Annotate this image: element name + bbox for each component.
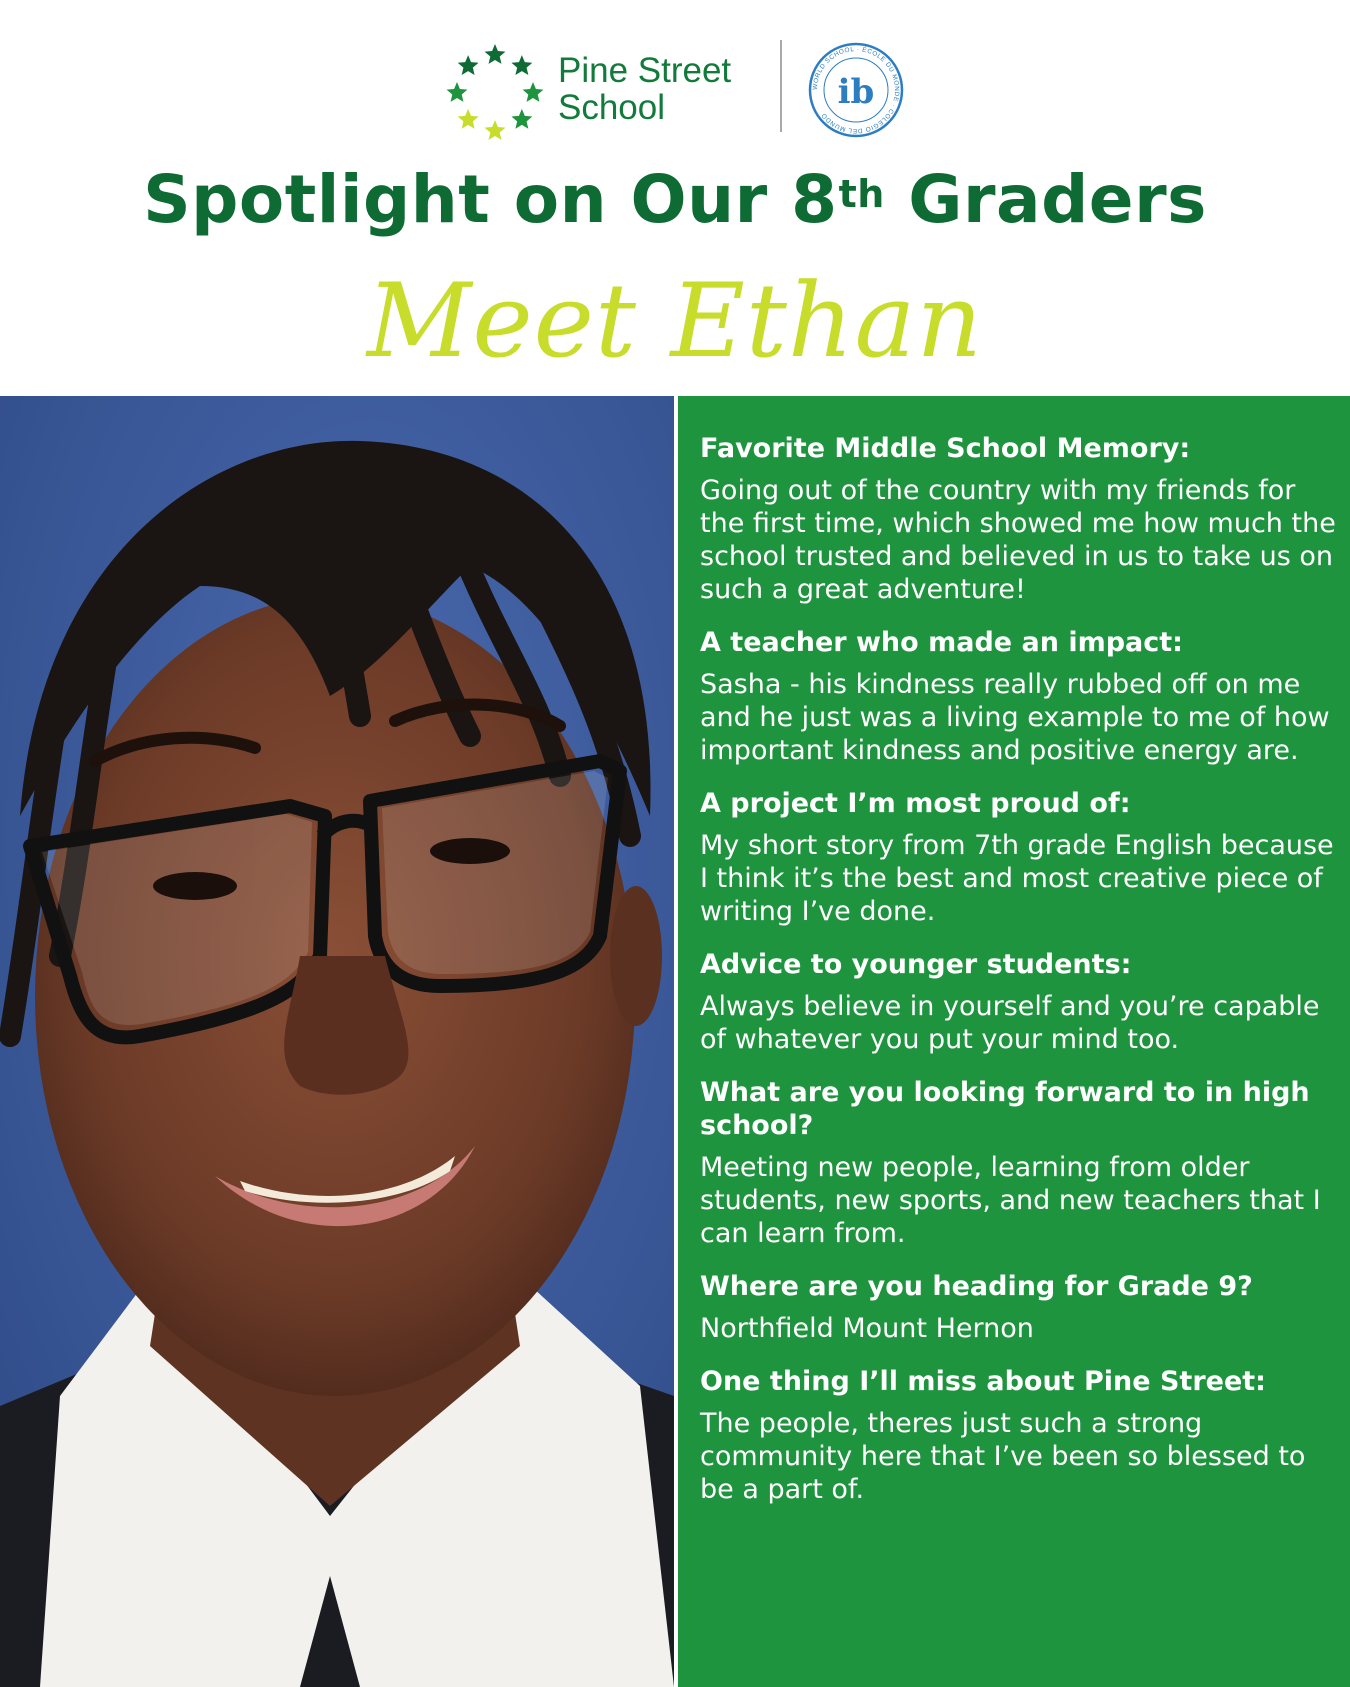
portrait-illustration [0,396,674,1687]
qa-item-grade-9 [700,1270,1340,1345]
student-name-heading: Meet Ethan [366,262,984,381]
answer-high-school: Meeting new people, learning from older students, new sports, and new teachers that I can learn from. [700,1152,1321,1249]
header [0,0,1350,395]
logo-star-icon [511,109,532,129]
question-will-miss: One thing I’ll miss about Pine Street: [700,1366,1266,1397]
logo-star-icon [458,109,479,129]
qa-item-miss [700,1365,1340,1506]
question-proud-project: A project I’m most proud of: [700,788,1131,819]
title-main: Spotlight on Our 8 [143,161,838,238]
school-name [558,52,731,126]
school-name-line2: School [558,88,666,127]
logo-star-icon [511,55,532,75]
logo-star-icon [447,82,468,102]
qa-item-memory [700,432,1340,606]
qa-item-high-school [700,1076,1340,1250]
logo-star-icon [458,55,479,75]
qa-panel [678,396,1350,1687]
logo-star-icon [485,44,506,64]
ib-ring-text: WORLD SCHOOL · ÉCOLE DU MONDE · COLEGIO DEL MUNDO [811,45,901,135]
ib-world-school-logo [806,40,906,140]
question-teacher-impact: A teacher who made an impact: [700,627,1183,658]
answer-favorite-memory: Going out of the country with my friends for the first time, which showed me how much the school trusted and believed in us to take us on such a great adventure! [700,475,1336,605]
qa-item-project [700,787,1340,928]
question-high-school: What are you looking forward to in high school? [700,1077,1310,1141]
qa-list [700,432,1340,1526]
title-tail: Graders [884,161,1207,238]
answer-grade-9: Northfield Mount Hernon [700,1313,1034,1344]
logo-row [0,34,1350,144]
title-superscript: th [838,172,885,216]
answer-proud-project: My short story from 7th grade English because I think it’s the best and most creative piece of writing I’ve done. [700,830,1334,927]
school-name-line1: Pine Street [558,51,732,90]
ib-letters: ib [837,72,875,112]
question-favorite-memory: Favorite Middle School Memory: [700,433,1191,464]
qa-item-advice [700,948,1340,1056]
answer-will-miss: The people, theres just such a strong community here that I’ve been so blessed to be a part of. [700,1408,1306,1505]
answer-advice: Always believe in yourself and you’re capable of whatever you put your mind too. [700,991,1320,1055]
question-advice: Advice to younger students: [700,949,1132,980]
page-title [0,160,1350,240]
student-portrait [0,396,674,1687]
logo-star-icon [485,120,506,140]
answer-teacher-impact: Sasha - his kindness really rubbed off on me and he just was a living example to me of how important kindness and positive energy are. [700,669,1330,766]
pine-street-stars-icon [440,38,550,148]
logo-star-icon [523,82,544,102]
question-grade-9: Where are you heading for Grade 9? [700,1271,1253,1302]
logo-divider [780,40,782,132]
qa-item-teacher [700,626,1340,767]
